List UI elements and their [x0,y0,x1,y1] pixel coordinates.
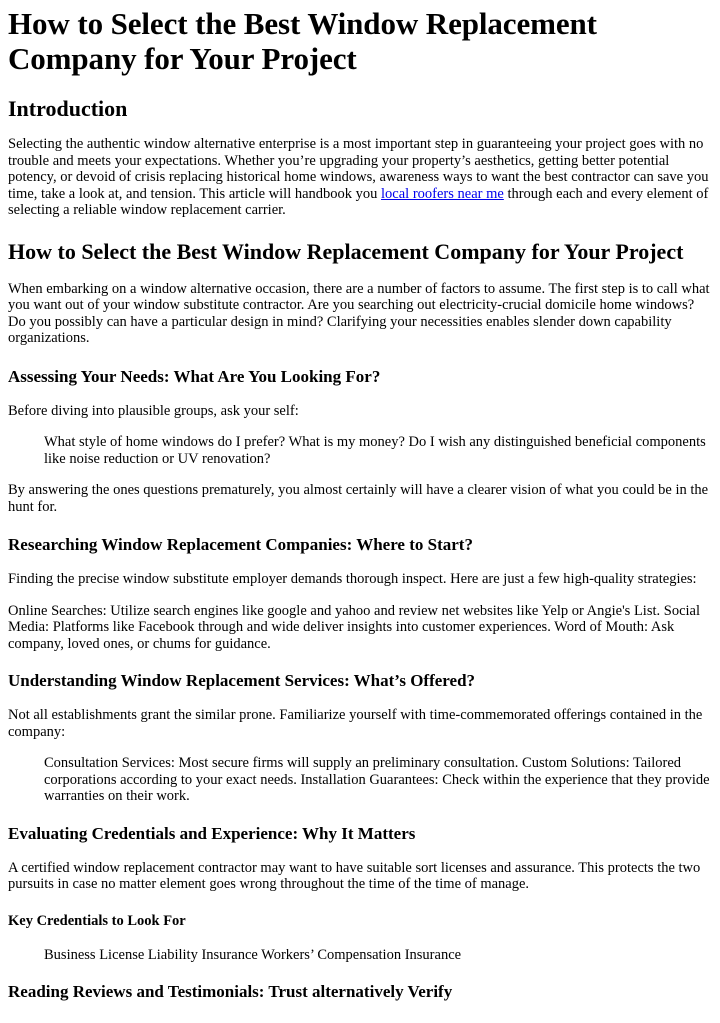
needs-paragraph-2: By answering the ones questions prematurely, you almost certainly will have a clearer vision of what you could be in the hunt for. [8,482,709,515]
intro-paragraph [8,136,712,219]
services-heading: Understanding Window Replacement Services: What’s Offered? [8,671,476,690]
credentials-heading: Evaluating Credentials and Experience: Why It Matters [8,823,416,843]
main-paragraph: When embarking on a window alternative occasion, there are a number of factors to assume. The first step is to call what you want out of your window substitute contractor. Are you searching out electricity-crucial domicile home windows? Do you possibly can have a particular design in mind? Clarifying your necessities enables slender down capability organizations. [8,280,710,346]
research-paragraph-1: Finding the precise window substitute employer demands thorough inspect. Here are just a few high-quality strategies: [8,571,697,587]
research-paragraph-2: Online Searches: Utilize search engines like google and yahoo and review net websites like Yelp or Angie's List. Social Media: Platforms like Facebook through and wide deliver insights into customer experiences. Word of Mouth: Ask company, loved ones, or chums for guidance. [8,602,700,652]
services-paragraph: Not all establishments grant the similar prone. Familiarize yourself with time-commemorated offerings contained in the company: [8,707,703,740]
article [0,6,720,1002]
intro-text-after-link: through each and every element of selecting a reliable window replacement carrier. [8,185,709,218]
page-title: How to Select the Best Window Replacement Company for Your Project [8,6,597,76]
key-credentials-heading: Key Credentials to Look For [8,912,186,929]
services-quote: Consultation Services: Most secure firms will supply an preliminary consultation. Custom Solutions: Tailored corporations according to your exact needs. Installation Guarantees: Check within the experience that they provide warranties on their work. [44,755,710,804]
needs-paragraph-1: Before diving into plausible groups, ask your self: [8,402,299,419]
needs-quote: What style of home windows do I prefer? What is my money? Do I wish any distinguished beneficial components like noise reduction or UV renovation? [44,434,706,467]
credentials-paragraph: A certified window replacement contractor may want to have suitable sort licenses and assurance. This protects the two pursuits in case no matter element goes wrong throughout the time of the time of manage. [8,859,701,892]
key-credentials-quote: Business License Liability Insurance Workers’ Compensation Insurance [44,946,462,963]
intro-text-before-link: Selecting the authentic window alternative enterprise is a most important step in guaranteeing your project goes with no trouble and meets your expectations. Whether you’re upgrading your property’s aesthetics, getting better potential potency, or devoid of crisis replacing historical home windows, awareness ways to want the best contractor can save you time, take a look at, and tension. This article will handbook you [8,136,709,202]
reviews-heading: Reading Reviews and Testimonials: Trust alternatively Verify [8,982,453,1001]
local-roofers-link[interactable]: local roofers near me [381,185,504,202]
research-heading: Researching Window Replacement Companies: Where to Start? [8,535,473,554]
needs-heading: Assessing Your Needs: What Are You Looking For? [8,366,381,386]
intro-heading: Introduction [8,96,128,121]
main-heading: How to Select the Best Window Replacement Company for Your Project [8,238,684,264]
